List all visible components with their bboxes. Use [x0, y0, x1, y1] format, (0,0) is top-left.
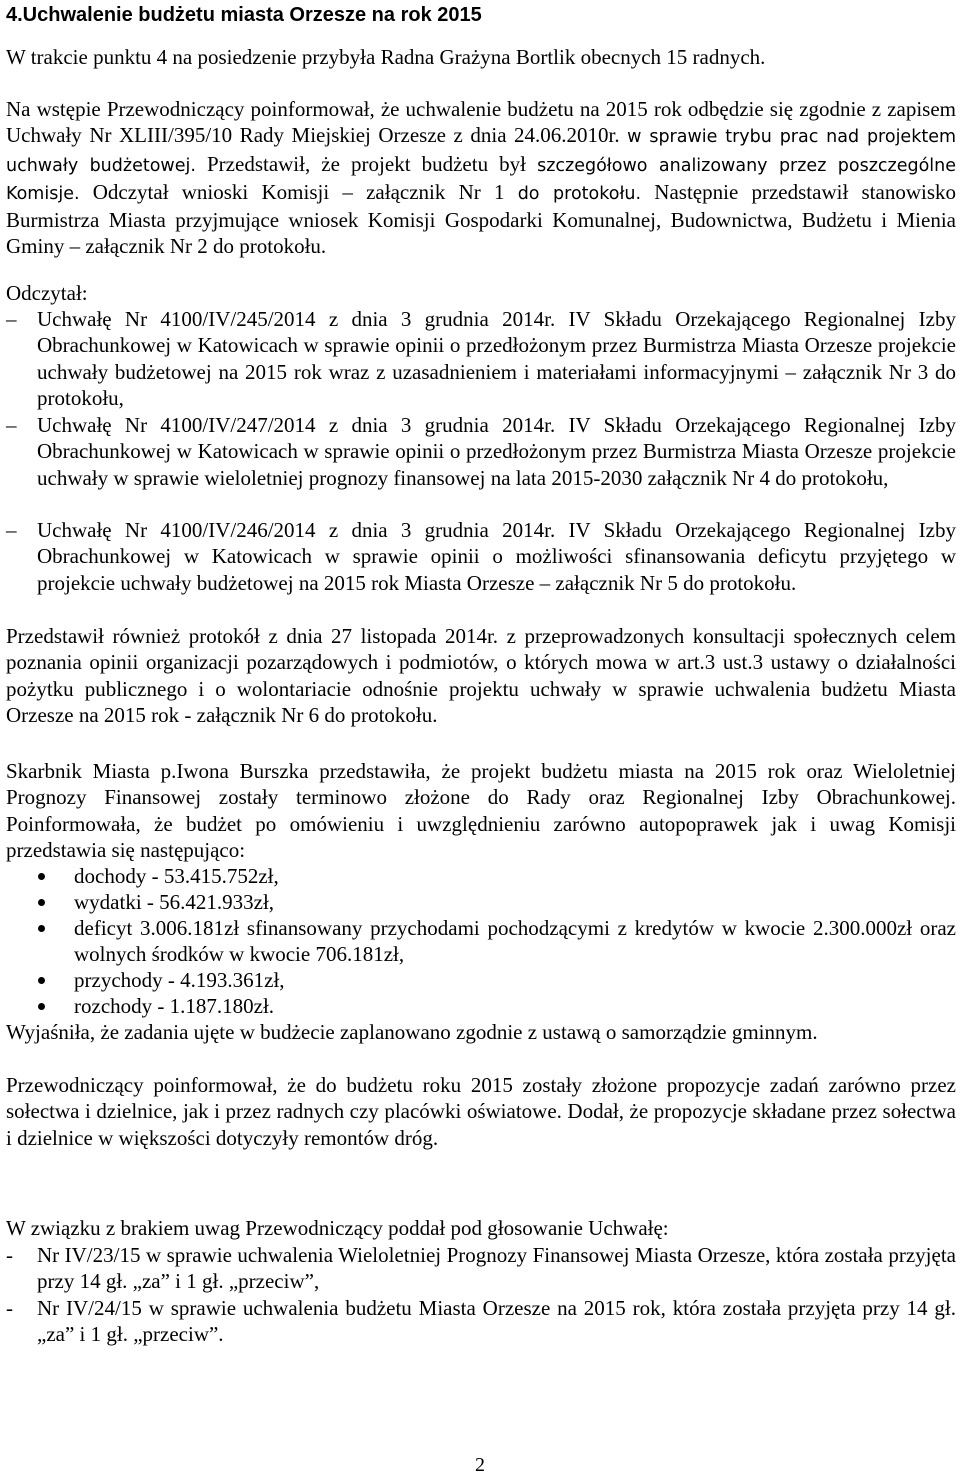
intro-text-e: Odczytał wnioski Komisji – załącznik Nr 1 [92, 179, 505, 204]
proposals-paragraph: Przewodniczący poinformował, że do budżetu roku 2015 zostały złożone propozycje zadań zarówno przez sołectwa i dzielnice, jak i przez radnych czy placówki oświatowe. Dodał, że propozycje składane przez sołectwa i dzielnice w większości dotyczyły remontów dróg. [6, 1073, 956, 1150]
budget-item-text: przychody - 4.193.361zł, [74, 968, 285, 992]
vote-item-text: Nr IV/24/15 w sprawie uchwalenia budżetu Miasta Orzesze na 2015 rok, która została przyjęta przy 14 gł. „za” i 1 gł. „przeciw”. [37, 1296, 956, 1347]
dash-marker: – [6, 307, 17, 331]
read-item-text: Uchwałę Nr 4100/IV/246/2014 z dnia 3 grudnia 2014r. IV Składu Orzekającego Regionalnej Izby Obrachunkowej w Katowicach w sprawie opinii o możliwości sfinansowania deficytu przyjętego w projekcie uchwały budżetowej na 2015 rok Miasta Orzesze – załącznik Nr 5 do protokołu. [37, 518, 956, 595]
intro-text-g: Następnie przedstawił stanowisko Burmistrza Miasta przyjmujące wniosek Komisji Gospodarki Komunalnej, Budownictwa, Budżetu i Mienia Gminy – załącznik Nr 2 do protokołu. [6, 179, 956, 259]
dash-marker: – [6, 413, 17, 437]
read-label: Odczytał: [6, 281, 88, 305]
vote-list-item [6, 1242, 956, 1295]
bullet-icon [38, 977, 45, 984]
protocol-paragraph: Przedstawił również protokół z dnia 27 listopada 2014r. z przeprowadzonych konsultacji społecznych celem poznania opinii organizacji pozarządowych i podmiotów, o których mowa w art.3 ust.3 ustawy o działalności pożytku publicznego i o wolontariacie odnośnie projektu uchwały w sprawie uchwalenia budżetu Miasta Orzesze na 2015 rok - załącznik Nr 6 do protokołu. [6, 624, 956, 727]
intro-text-b: w sprawie trybu prac nad projektem uchwały budżetowej. [6, 127, 957, 176]
vote-intro-paragraph: W związku z brakiem uwag Przewodniczący poddał pod głosowanie Uchwałę: [6, 1216, 669, 1240]
budget-list-item [6, 863, 956, 889]
budget-item-text: deficyt 3.006.181zł sfinansowany przychodami pochodzącymi z kredytów w kwocie 2.300.000zł oraz wolnych środków w kwocie 706.181zł, [74, 916, 956, 967]
vote-list-item [6, 1295, 956, 1348]
vote-item-text: Nr IV/23/15 w sprawie uchwalenia Wieloletniej Prognozy Finansowej Miasta Orzesze, która została przyjęta przy 14 gł. „za” i 1 gł. „przeciw”, [37, 1243, 956, 1294]
read-list-item [6, 306, 956, 411]
read-list-item [6, 517, 956, 596]
read-item-text: Uchwałę Nr 4100/IV/245/2014 z dnia 3 grudnia 2014r. IV Składu Orzekającego Regionalnej Izby Obrachunkowej w Katowicach w sprawie opinii o przedłożonym przez Burmistrza Miasta Orzesze projekcie uchwały budżetowej na 2015 rok wraz z uzasadnieniem i materiałami informacyjnymi – załącznik Nr 3 do protokołu, [37, 307, 956, 410]
intro-text-c: Przedstawił, że projekt budżetu był [207, 151, 527, 176]
budget-item-text: dochody - 53.415.752zł, [74, 864, 279, 888]
budget-list-item [6, 915, 956, 968]
bullet-icon [38, 925, 45, 932]
intro-paragraph [6, 96, 956, 260]
treasurer-paragraph: Skarbnik Miasta p.Iwona Burszka przedstawiła, że projekt budżetu miasta na 2015 rok oraz Wieloletniej Prognozy Finansowej zostały terminowo złożone do Rady oraz Regionalnej Izby Obrachunkowej. Poinformowała, że budżet po omówieniu i uwzględnieniu zarówno autopoprawek jak i uwag Komisji przedstawia się następująco: [6, 759, 956, 862]
read-item-text: Uchwałę Nr 4100/IV/247/2014 z dnia 3 grudnia 2014r. IV Składu Orzekającego Regionalnej Izby Obrachunkowej w Katowicach w sprawie opinii o przedłożonym przez Burmistrza Miasta Orzesze projekcie uchwały w sprawie wieloletniej prognozy finansowej na lata 2015-2030 załącznik Nr 4 do protokołu, [37, 413, 956, 490]
intro-text-d: szczegółowo analizowany przez poszczególne Komisje. [6, 155, 957, 204]
budget-list-item [6, 889, 956, 915]
explanation-paragraph: Wyjaśniła, że zadania ujęte w budżecie zaplanowano zgodnie z ustawą o samorządzie gminnym. [6, 1020, 818, 1044]
arrival-paragraph: W trakcie punktu 4 na posiedzenie przybyła Radna Grażyna Bortlik obecnych 15 radnych. [6, 45, 766, 69]
dash-marker: – [6, 518, 17, 542]
budget-list-item [6, 967, 956, 993]
read-list-item [6, 412, 956, 491]
budget-item-text: rozchody - 1.187.180zł. [74, 994, 275, 1018]
bullet-icon [38, 1003, 45, 1010]
section-heading: 4.Uchwalenie budżetu miasta Orzesze na rok 2015 [6, 4, 482, 26]
page-number: 2 [475, 1454, 485, 1476]
bullet-icon [38, 899, 45, 906]
intro-text-a: Na wstępie Przewodniczący poinformował, że uchwalenie budżetu na 2015 rok odbędzie się zgodnie z zapisem Uchwały Nr XLIII/395/10 Rady Miejskiej Orzesze z dnia 24.06.2010r. [6, 97, 956, 148]
dash-marker: - [6, 1243, 13, 1267]
bullet-icon [38, 873, 45, 880]
budget-list-item [6, 993, 956, 1019]
dash-marker: - [6, 1296, 13, 1320]
budget-item-text: wydatki - 56.421.933zł, [74, 890, 275, 914]
intro-text-f: do protokołu. [517, 183, 642, 204]
